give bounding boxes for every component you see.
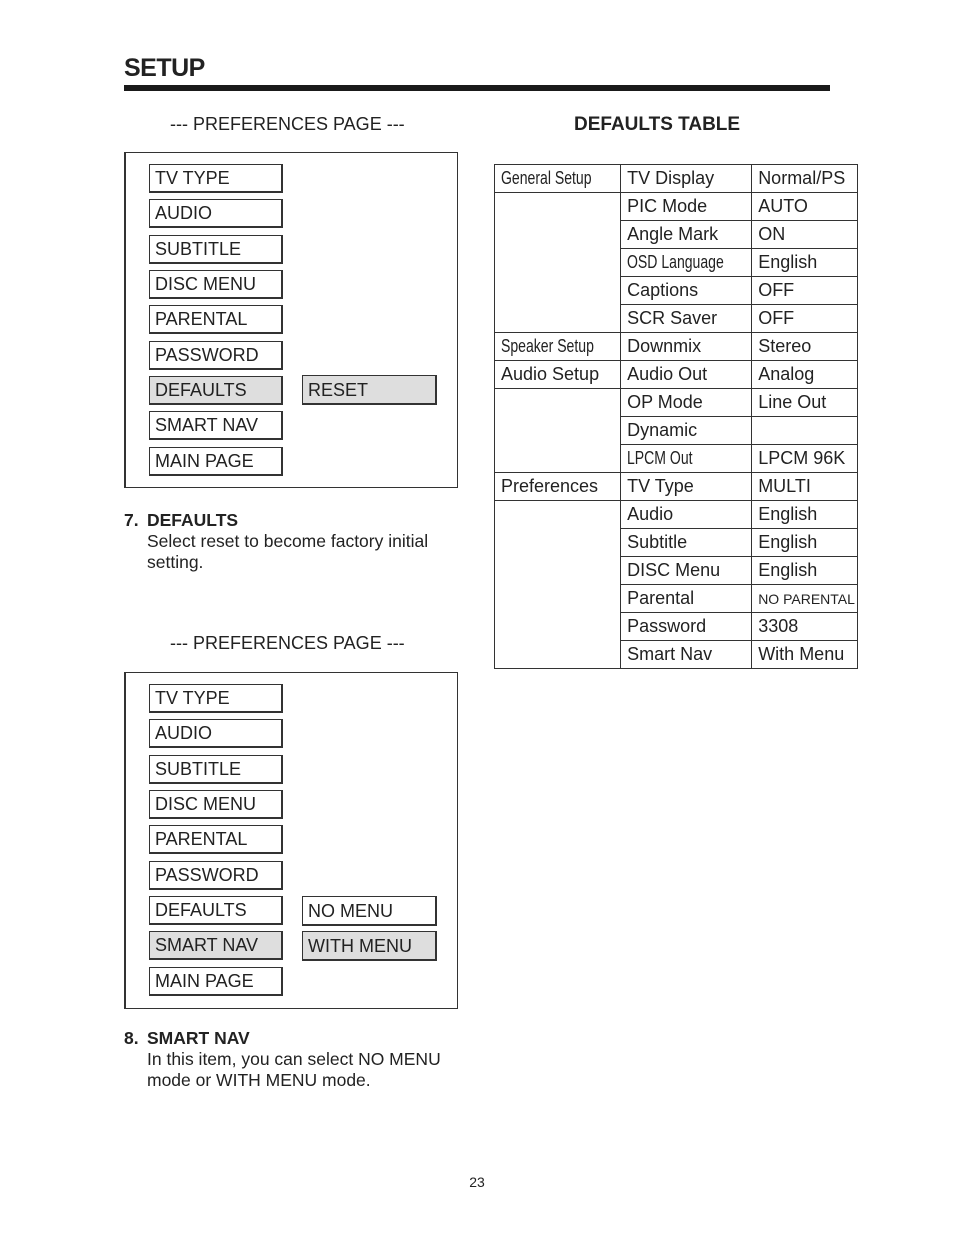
category-preferences: Preferences	[495, 473, 621, 501]
menu-item-smart-nav[interactable]: SMART NAV	[149, 931, 283, 960]
section-defaults	[124, 510, 464, 573]
setting-name: Audio Out	[621, 361, 752, 389]
menu-item-subtitle[interactable]: SUBTITLE	[149, 755, 283, 784]
setting-value: With Menu	[752, 641, 858, 669]
category-general-setup: General Setup	[495, 165, 621, 193]
menu-item-audio[interactable]: AUDIO	[149, 199, 283, 228]
menu-item-tv-type[interactable]: TV TYPE	[149, 684, 283, 713]
setting-value: NO PARENTAL	[752, 585, 858, 613]
category-empty	[495, 389, 621, 473]
page-title: SETUP	[124, 54, 205, 82]
setting-name: TV Type	[621, 473, 752, 501]
title-rule	[124, 85, 830, 91]
menu-item-defaults[interactable]: DEFAULTS	[149, 376, 283, 405]
setting-value: ON	[752, 221, 858, 249]
setting-name: Smart Nav	[621, 641, 752, 669]
setting-name: OSD Language	[621, 249, 752, 277]
setting-value: English	[752, 249, 858, 277]
setting-name: Dynamic	[621, 417, 752, 445]
menu-item-password[interactable]: PASSWORD	[149, 341, 283, 370]
menu-item-audio[interactable]: AUDIO	[149, 719, 283, 748]
preferences-menu-2	[124, 672, 458, 1009]
setting-name: Angle Mark	[621, 221, 752, 249]
setting-name: Downmix	[621, 333, 752, 361]
setting-name: Password	[621, 613, 752, 641]
page-number: 23	[469, 1174, 485, 1190]
setting-value: MULTI	[752, 473, 858, 501]
menu-item-parental[interactable]: PARENTAL	[149, 825, 283, 854]
setting-name: TV Display	[621, 165, 752, 193]
setting-name: OP Mode	[621, 389, 752, 417]
setting-value: English	[752, 529, 858, 557]
defaults-table-title: DEFAULTS TABLE	[574, 114, 741, 135]
option-reset[interactable]: RESET	[302, 375, 437, 405]
menu-item-smart-nav[interactable]: SMART NAV	[149, 411, 283, 440]
setting-name: PIC Mode	[621, 193, 752, 221]
setting-name: LPCM Out	[621, 445, 752, 473]
menu-item-subtitle[interactable]: SUBTITLE	[149, 235, 283, 264]
section-heading: SMART NAV	[147, 1028, 250, 1048]
section-body: Select reset to become factory initial setting.	[147, 531, 429, 572]
setting-value	[752, 417, 858, 445]
setting-name: Audio	[621, 501, 752, 529]
setting-value: Line Out	[752, 389, 858, 417]
menu-item-disc-menu[interactable]: DISC MENU	[149, 270, 283, 299]
menu-item-main-page[interactable]: MAIN PAGE	[149, 967, 283, 996]
table-row	[495, 165, 858, 193]
table-row	[495, 389, 858, 417]
setting-value: Normal/PS	[752, 165, 858, 193]
table-row	[495, 333, 858, 361]
defaults-table	[494, 164, 858, 669]
setting-value: English	[752, 501, 858, 529]
table-row	[495, 473, 858, 501]
menu-item-defaults[interactable]: DEFAULTS	[149, 896, 283, 925]
setting-value: Analog	[752, 361, 858, 389]
setting-value: LPCM 96K	[752, 445, 858, 473]
section-number: 7.	[124, 510, 139, 530]
table-row	[495, 193, 858, 221]
setting-name: DISC Menu	[621, 557, 752, 585]
category-empty	[495, 501, 621, 669]
menu-item-parental[interactable]: PARENTAL	[149, 305, 283, 334]
setting-name: SCR Saver	[621, 305, 752, 333]
menu-item-main-page[interactable]: MAIN PAGE	[149, 447, 283, 476]
setting-name: Parental	[621, 585, 752, 613]
category-speaker-setup: Speaker Setup	[495, 333, 621, 361]
option-no-menu[interactable]: NO MENU	[302, 896, 437, 926]
section-number: 8.	[124, 1028, 139, 1048]
menu-item-password[interactable]: PASSWORD	[149, 861, 283, 890]
setting-value: OFF	[752, 305, 858, 333]
preferences-page-title-2: --- PREFERENCES PAGE ---	[170, 633, 405, 653]
section-heading: DEFAULTS	[147, 510, 239, 530]
setting-value: AUTO	[752, 193, 858, 221]
menu-item-disc-menu[interactable]: DISC MENU	[149, 790, 283, 819]
table-row	[495, 361, 858, 389]
category-audio-setup: Audio Setup	[495, 361, 621, 389]
preferences-page-title-1: --- PREFERENCES PAGE ---	[170, 114, 405, 134]
setting-value: English	[752, 557, 858, 585]
option-with-menu[interactable]: WITH MENU	[302, 931, 437, 961]
setting-value: 3308	[752, 613, 858, 641]
preferences-menu-1	[124, 152, 458, 488]
table-row	[495, 501, 858, 529]
setting-name: Captions	[621, 277, 752, 305]
setting-value: OFF	[752, 277, 858, 305]
menu-item-tv-type[interactable]: TV TYPE	[149, 164, 283, 193]
section-body: In this item, you can select NO MENU mode or WITH MENU mode.	[147, 1049, 441, 1090]
category-empty	[495, 193, 621, 333]
setting-name: Subtitle	[621, 529, 752, 557]
section-smart-nav	[124, 1028, 464, 1091]
setting-value: Stereo	[752, 333, 858, 361]
